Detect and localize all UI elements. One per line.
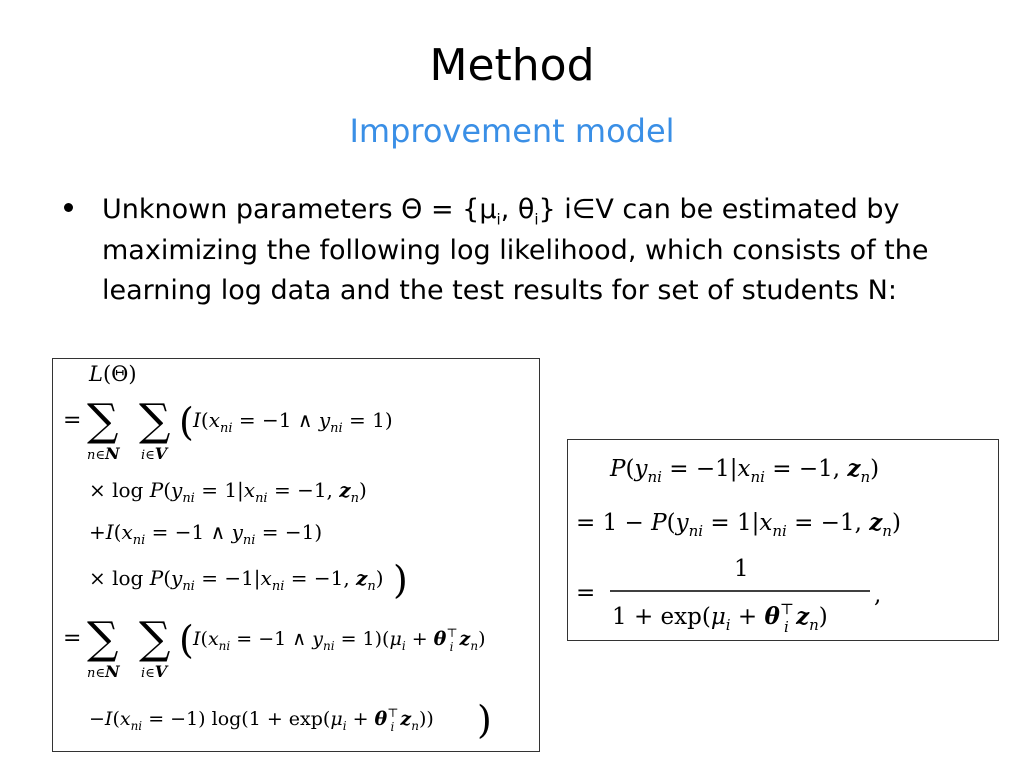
bullet-sub-mu: i (496, 210, 501, 229)
fraction-denominator: $1 + \exp(\mu_i + \theta^⊤$ i $z_n$) (612, 600, 828, 636)
close-paren: ) (477, 698, 492, 742)
prob-line-2: = $1 - P(y_{ni} = 1|x_{ni} = -1$, $z_n$) (576, 509, 901, 540)
equation-line-2: × $\log P(y_{ni} = 1|x_{ni} = -1$, $z_n$) (89, 478, 367, 506)
equation-line-5: $I(x_{ni} = -1$ ∧ $y_{ni} = 1)(\mu_i + \theta^⊤$ i $z_n$) (193, 626, 486, 654)
equals-sign: = (63, 626, 82, 651)
bullet-item (58, 190, 938, 312)
equation-line-3: $+I(x_{ni} = -1$ ∧ $y_{ni} = -1$) (89, 520, 323, 548)
slide-subtitle: Improvement model (349, 112, 675, 150)
log-likelihood-equation (52, 358, 540, 752)
equation-line-4: × $\log P(y_{ni} = -1|x_{ni} = -1$, $z_n$) (89, 566, 384, 594)
sum-index-n: n∈N (87, 444, 120, 463)
bullet-sub-theta: i (534, 210, 539, 229)
slide-title: Method (429, 40, 595, 91)
sum-index-i: i∈V (141, 662, 168, 681)
trailing-comma: , (874, 582, 882, 608)
equation-line-1: $I(x_{ni} = -1$ ∧ $y_{ni} = 1$) (193, 408, 393, 436)
sum-symbol: ∑ (139, 395, 171, 446)
prob-line-1: $P(y_{ni} = -1|x_{ni} = -1$, $z_n$) (610, 455, 880, 486)
bullet-text-post: } i∈V can be estimated by maximizing the following log likelihood, which consists of the learning log data and the test results for set of students N: (102, 194, 929, 306)
bullet-dot-icon (64, 203, 73, 212)
sum-symbol: ∑ (139, 613, 171, 664)
equation-lhs: L(Θ) (89, 362, 137, 386)
sum-index-i: i∈V (141, 444, 168, 463)
sum-symbol: ∑ (87, 395, 119, 446)
bullet-text (102, 194, 928, 306)
fraction-numerator: 1 (734, 556, 749, 582)
probability-svg (568, 440, 998, 640)
equation-line-6: $-I(x_{ni} = -1) \log(1 + \exp(\mu_i + \theta^⊤$ i $z_n$)) (89, 706, 434, 734)
equals-sign: = (63, 408, 82, 433)
open-paren: ( (179, 618, 194, 662)
log-likelihood-svg (53, 359, 539, 751)
probability-equation (567, 439, 999, 641)
bullet-text-pre: Unknown parameters Θ = {μ (102, 194, 497, 225)
equals-sign: = (576, 580, 596, 606)
bullet-list (58, 190, 938, 312)
sum-symbol: ∑ (87, 613, 119, 664)
bullet-text-mid: , θ (500, 194, 535, 225)
open-paren: ( (179, 400, 194, 444)
sum-index-n: n∈N (87, 662, 120, 681)
close-paren: ) (393, 558, 408, 602)
